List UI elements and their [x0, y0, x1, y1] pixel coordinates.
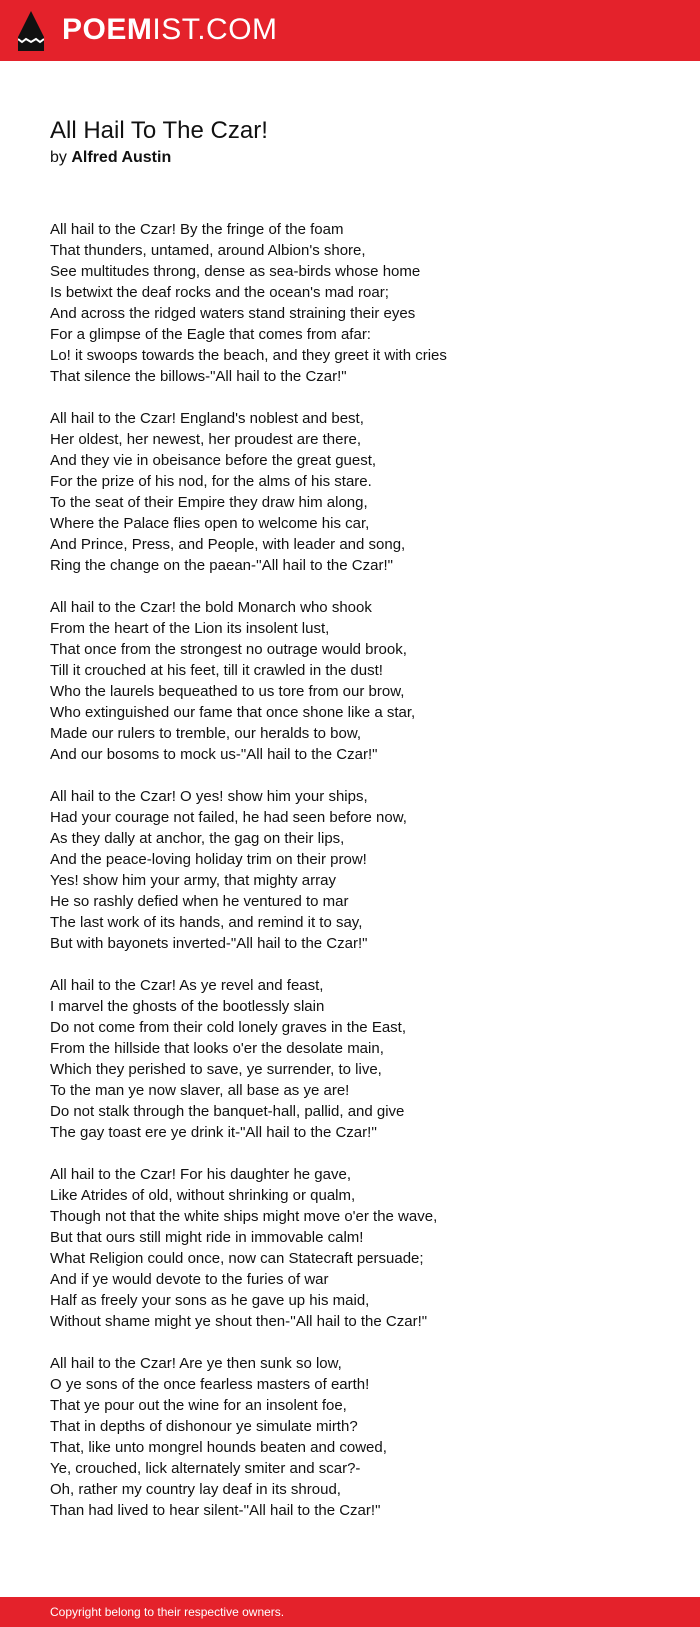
poem-line: All hail to the Czar! England's noblest and best,: [50, 410, 364, 427]
poem-line: As they dally at anchor, the gag on their lips,: [50, 830, 345, 847]
poem-line: The gay toast ere ye drink it-"All hail to the Czar!'': [50, 1124, 378, 1141]
poem-line: All hail to the Czar! For his daughter he gave,: [50, 1166, 351, 1183]
poem-line: Which they perished to save, ye surrender, to live,: [50, 1061, 382, 1078]
poem-line: Where the Palace flies open to welcome his car,: [50, 515, 370, 532]
poem-stanza: [50, 1164, 670, 1332]
logo-light-text: IST.COM: [152, 13, 278, 46]
poem-line: Do not come from their cold lonely graves in the East,: [50, 1019, 407, 1036]
poem-line: See multitudes throng, dense as sea-birds whose home: [50, 263, 421, 280]
poem-line: And they vie in obeisance before the great guest,: [50, 452, 377, 469]
poem-stanza: [50, 786, 670, 954]
poem-line: What Religion could once, now can Statecraft persuade;: [50, 1250, 424, 1267]
poem-line: To the man ye now slaver, all base as ye are!: [50, 1082, 350, 1099]
poem-line: That once from the strongest no outrage would brook,: [50, 641, 407, 658]
poem-line: But with bayonets inverted-"All hail to the Czar!": [50, 935, 368, 952]
poem-line: From the heart of the Lion its insolent lust,: [50, 620, 330, 637]
poem-line: Made our rulers to tremble, our heralds to bow,: [50, 725, 361, 742]
poem-line: All hail to the Czar! Are ye then sunk so low,: [50, 1355, 342, 1372]
poem-line: Half as freely your sons as he gave up his maid,: [50, 1292, 370, 1309]
poem-line: Yes! show him your army, that mighty array: [50, 872, 336, 889]
poem-stanza: [50, 1353, 670, 1521]
poem-stanza: [50, 219, 670, 387]
poem-line: From the hillside that looks o'er the desolate main,: [50, 1040, 384, 1057]
poem-line: And the peace-loving holiday trim on their prow!: [50, 851, 367, 868]
poem-line: And Prince, Press, and People, with leader and song,: [50, 536, 406, 553]
poem-body: [50, 219, 670, 1542]
logo-bold-text: POEM: [62, 13, 153, 46]
poem-line: O ye sons of the once fearless masters of earth!: [50, 1376, 370, 1393]
poem-byline: [50, 148, 171, 168]
poem-line: And if ye would devote to the furies of war: [50, 1271, 329, 1288]
poem-line: Who the laurels bequeathed to us tore from our brow,: [50, 683, 405, 700]
poem-line: All hail to the Czar! By the fringe of the foam: [50, 221, 344, 238]
poem-line: To the seat of their Empire they draw him along,: [50, 494, 368, 511]
poem-line: But that ours still might ride in immovable calm!: [50, 1229, 364, 1246]
pencil-tip-icon[interactable]: [18, 11, 44, 51]
poem-line: And across the ridged waters stand straining their eyes: [50, 305, 416, 322]
poem-stanza: [50, 408, 670, 576]
poem-line: That thunders, untamed, around Albion's shore,: [50, 242, 366, 259]
poem-line: Though not that the white ships might move o'er the wave,: [50, 1208, 438, 1225]
poem-line: Do not stalk through the banquet-hall, pallid, and give: [50, 1103, 405, 1120]
footer-copyright: Copyright belong to their respective owners.: [50, 1605, 285, 1619]
poem-line: Oh, rather my country lay deaf in its shroud,: [50, 1481, 341, 1498]
poem-line: All hail to the Czar! O yes! show him your ships,: [50, 788, 368, 805]
poem-line: He so rashly defied when he ventured to mar: [50, 893, 349, 910]
poem-line: That silence the billows-"All hail to the Czar!": [50, 368, 347, 385]
poem-line: Who extinguished our fame that once shone like a star,: [50, 704, 416, 721]
poem-line: The last work of its hands, and remind it to say,: [50, 914, 363, 931]
poem-line: That, like unto mongrel hounds beaten and cowed,: [50, 1439, 387, 1456]
poem-line: I marvel the ghosts of the bootlessly slain: [50, 998, 325, 1015]
poem-title: All Hail To The Czar!: [50, 117, 268, 144]
poem-line: All hail to the Czar! the bold Monarch who shook: [50, 599, 372, 616]
poem-line: Lo! it swoops towards the beach, and they greet it with cries: [50, 347, 447, 364]
poem-line: That in depths of dishonour ye simulate mirth?: [50, 1418, 358, 1435]
poem-line: Her oldest, her newest, her proudest are there,: [50, 431, 362, 448]
poem-line: Ring the change on the paean-''All hail to the Czar!": [50, 557, 393, 574]
poem-line: Ye, crouched, lick alternately smiter and scar?-: [50, 1460, 361, 1477]
poem-line: Is betwixt the deaf rocks and the ocean's mad roar;: [50, 284, 389, 301]
poem-line: Without shame might ye shout then-''All hail to the Czar!": [50, 1313, 428, 1330]
poem-line: That ye pour out the wine for an insolent foe,: [50, 1397, 347, 1414]
poem-author: Alfred Austin: [71, 149, 172, 166]
poem-line: For a glimpse of the Eagle that comes from afar:: [50, 326, 371, 343]
site-logo[interactable]: [62, 13, 278, 47]
poem-line: And our bosoms to mock us-"All hail to the Czar!": [50, 746, 378, 763]
poem-line: All hail to the Czar! As ye revel and feast,: [50, 977, 324, 994]
poem-line: Like Atrides of old, without shrinking or qualm,: [50, 1187, 356, 1204]
poem-line: Had your courage not failed, he had seen before now,: [50, 809, 407, 826]
by-label: by: [50, 149, 67, 166]
poem-line: Till it crouched at his feet, till it crawled in the dust!: [50, 662, 383, 679]
poem-line: Than had lived to hear silent-''All hail to the Czar!": [50, 1502, 381, 1519]
poem-stanza: [50, 975, 670, 1143]
site-header: [0, 0, 700, 61]
poem-line: For the prize of his nod, for the alms of his stare.: [50, 473, 372, 490]
site-footer: [0, 1597, 700, 1627]
poem-stanza: [50, 597, 670, 765]
